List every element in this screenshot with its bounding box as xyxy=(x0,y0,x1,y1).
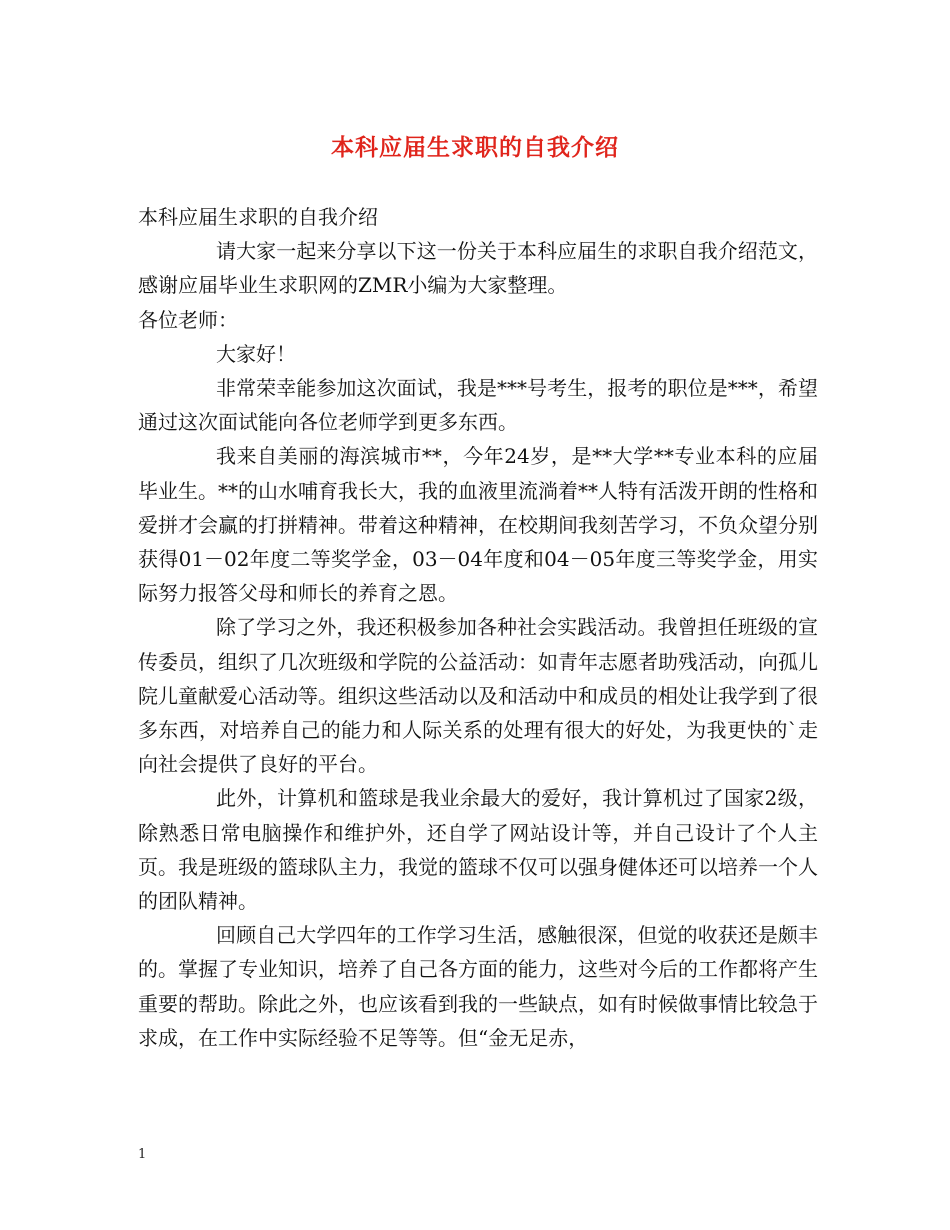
body-paragraph: 此外，计算机和篮球是我业余最大的爱好，我计算机过了国家2级，除熟悉日常电脑操作和维护外，还自学了网站设计等，并自己设计了个人主页。我是班级的篮球队主力，我觉的篮球不仅可以强身健体还可以培养一个人的团队精神。 xyxy=(138,786,818,914)
body-paragraph: 非常荣幸能参加这次面试，我是***号考生，报考的职位是***，希望通过这次面试能向各位老师学到更多东西。 xyxy=(138,376,818,435)
body-paragraph: 我来自美丽的海滨城市**，今年24岁，是**大学**专业本科的应届毕业生。**的山水哺育我长大，我的血液里流淌着**人特有活泼开朗的性格和爱拼才会赢的打拼精神。带着这种精神，在校期间我刻苦学习，不负众望分别获得01－02年度二等奖学金，03－04年度和04－05年度三等奖学金，用实际努力报答父母和师长的养育之恩。 xyxy=(138,444,818,606)
page-number: 1 xyxy=(138,1147,147,1162)
body-paragraph: 各位老师： xyxy=(138,307,238,332)
body-paragraph: 请大家一起来分享以下这一份关于本科应届生的求职自我介绍范文，感谢应届毕业生求职网的ZMR小编为大家整理。 xyxy=(138,239,818,298)
body-paragraph: 本科应届生求职的自我介绍 xyxy=(138,205,378,229)
body-paragraph: 除了学习之外，我还积极参加各种社会实践活动。我曾担任班级的宣传委员，组织了几次班级和学院的公益活动：如青年志愿者助残活动，向孤儿院儿童献爱心活动等。组织这些活动以及和活动中和成员的相处让我学到了很多东西，对培养自己的能力和人际关系的处理有很大的好处，为我更快的`走向社会提供了良好的平台。 xyxy=(138,615,818,777)
body-paragraph: 回顾自己大学四年的工作学习生活，感触很深，但觉的收获还是颇丰的。掌握了专业知识，培养了自己各方面的能力，这些对今后的工作都将产生重要的帮助。除此之外，也应该看到我的一些缺点，如有时候做事情比较急于求成，在工作中实际经验不足等等。但“金无足赤， xyxy=(138,923,818,1050)
document-body xyxy=(138,200,818,1055)
document-title: 本科应届生求职的自我介绍 xyxy=(331,134,619,161)
body-paragraph: 大家好！ xyxy=(216,341,296,366)
